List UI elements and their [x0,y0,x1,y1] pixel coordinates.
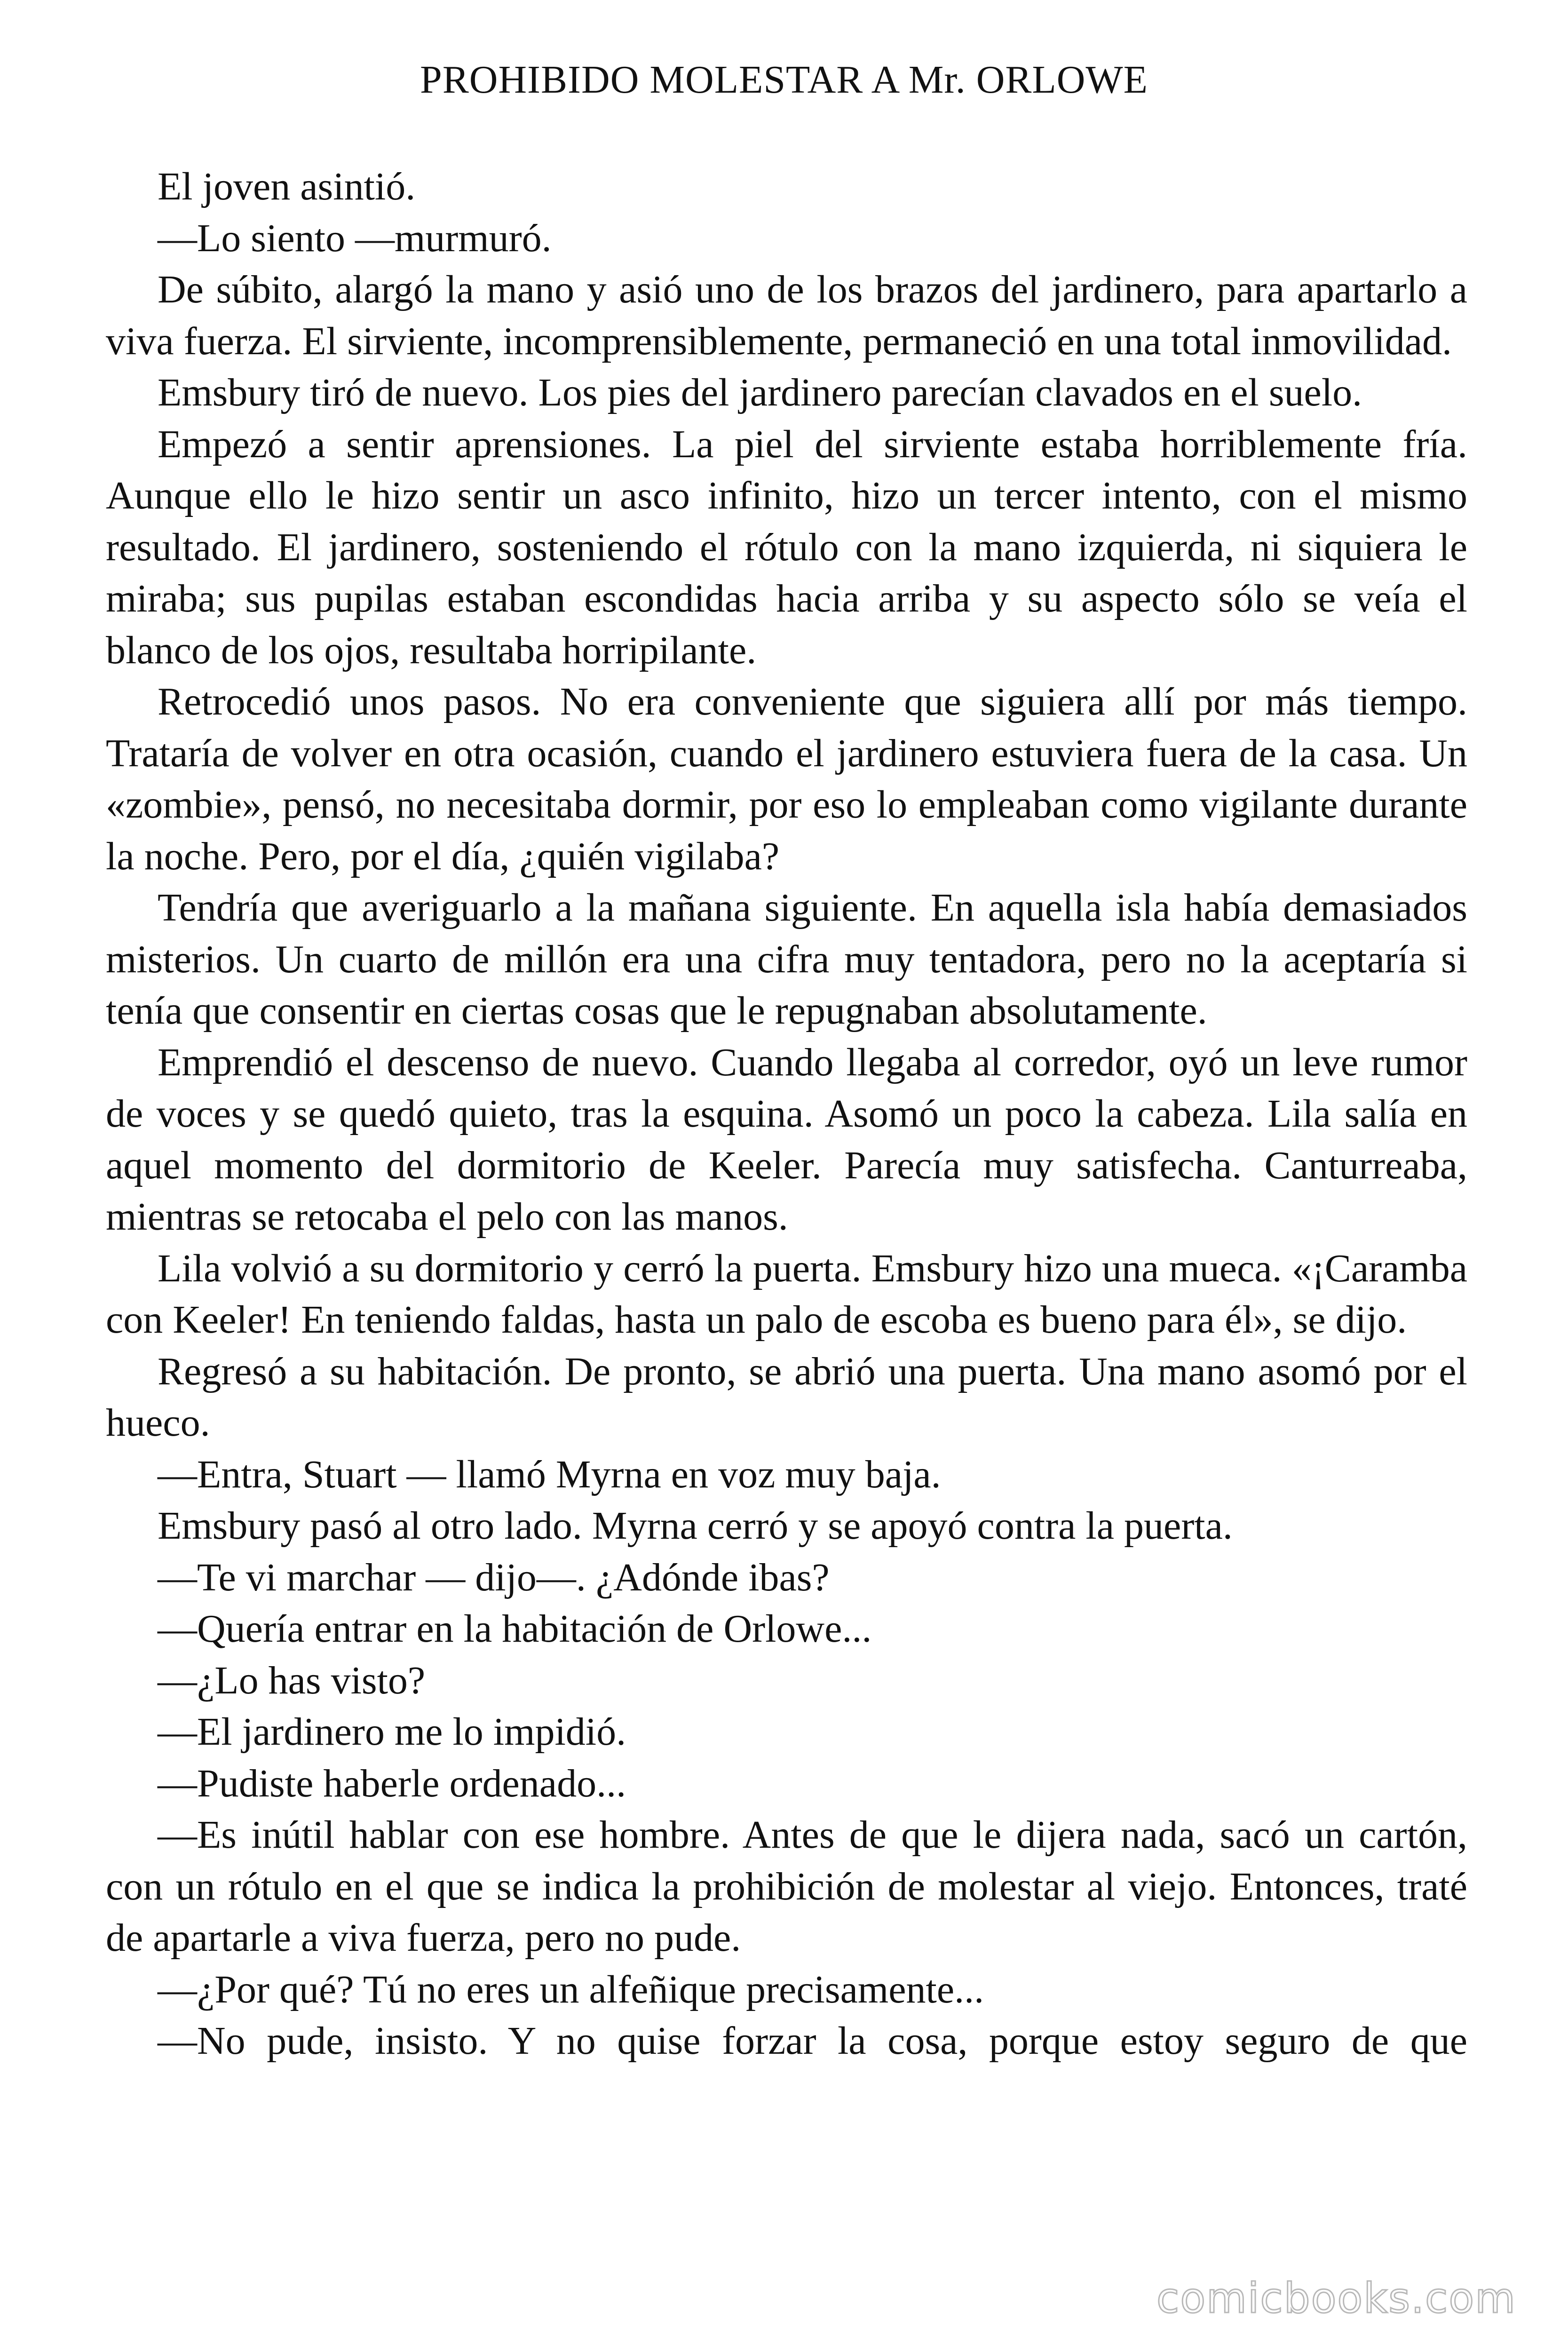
paragraph: El joven asintió. [158,165,416,208]
paragraph: Tendría que averiguarlo a la mañana siguiente. En aquella isla había demasiados misterios. Un cuarto de millón era una cifra muy tentadora, pero no la aceptaría si tenía que consentir en ciertas cosas que le repugnaban absolutamente. [106,886,1467,1033]
watermark: comicbooks.com [1156,2274,1516,2322]
paragraph: Regresó a su habitación. De pronto, se abrió una puerta. Una mano asomó por el hueco. [106,1349,1467,1445]
running-header: PROHIBIDO MOLESTAR A Mr. ORLOWE [420,58,1148,102]
paragraph: —Quería entrar en la habitación de Orlowe... [158,1607,872,1651]
paragraph: Lila volvió a su dormitorio y cerró la puerta. Emsbury hizo una mueca. «¡Caramba con Keeler! En teniendo faldas, hasta un palo de escoba es bueno para él», se dijo. [106,1246,1467,1342]
paragraph: De súbito, alargó la mano y asió uno de los brazos del jardinero, para apartarlo a viva fuerza. El sirviente, incomprensiblemente, permaneció en una total inmovilidad. [106,268,1467,363]
paragraph: Emsbury tiró de nuevo. Los pies del jardinero parecían clavados en el suelo. [158,371,1362,414]
paragraph: —Lo siento —murmuró. [158,216,552,260]
paragraph: —Pudiste haberle ordenado... [158,1761,626,1805]
paragraph: Emsbury pasó al otro lado. Myrna cerró y se apoyó contra la puerta. [158,1504,1233,1548]
body-text [106,161,1467,2067]
paragraph: —Te vi marchar — dijo—. ¿Adónde ibas? [158,1555,830,1599]
paragraph: —El jardinero me lo impidió. [158,1710,626,1754]
paragraph: —¿Lo has visto? [158,1658,426,1702]
paragraph: —¿Por qué? Tú no eres un alfeñique precisamente... [158,1967,984,2011]
paragraph: Empezó a sentir aprensiones. La piel del sirviente estaba horriblemente fría. Aunque ello le hizo sentir un asco infinito, hizo un tercer intento, con el mismo resultado. El jardinero, sosteniendo el rótulo con la mano izquierda, ni siquiera le miraba; sus pupilas estaban escondidas hacia arriba y su aspecto sólo se veía el blanco de los ojos, resultaba horripilante. [106,422,1467,672]
paragraph: —No pude, insisto. Y no quise forzar la cosa, porque estoy seguro de que [158,2019,1467,2063]
paragraph: —Es inútil hablar con ese hombre. Antes de que le dijera nada, sacó un cartón, con un rótulo en el que se indica la prohibición de molestar al viejo. Entonces, traté de apartarle a viva fuerza, pero no pude. [106,1813,1467,1960]
paragraph: Retrocedió unos pasos. No era conveniente que siguiera allí por más tiempo. Trataría de volver en otra ocasión, cuando el jardinero estuviera fuera de la casa. Un «zombie», pensó, no necesitaba dormir, por eso lo empleaban como vigilante durante la noche. Pero, por el día, ¿quién vigilaba? [106,680,1467,878]
paragraph: —Entra, Stuart — llamó Myrna en voz muy baja. [158,1452,941,1496]
paragraph: Emprendió el descenso de nuevo. Cuando llegaba al corredor, oyó un leve rumor de voces y se quedó quieto, tras la esquina. Asomó un poco la cabeza. Lila salía en aquel momento del dormitorio de Keeler. Parecía muy satisfecha. Canturreaba, mientras se retocaba el pelo con las manos. [106,1040,1467,1239]
